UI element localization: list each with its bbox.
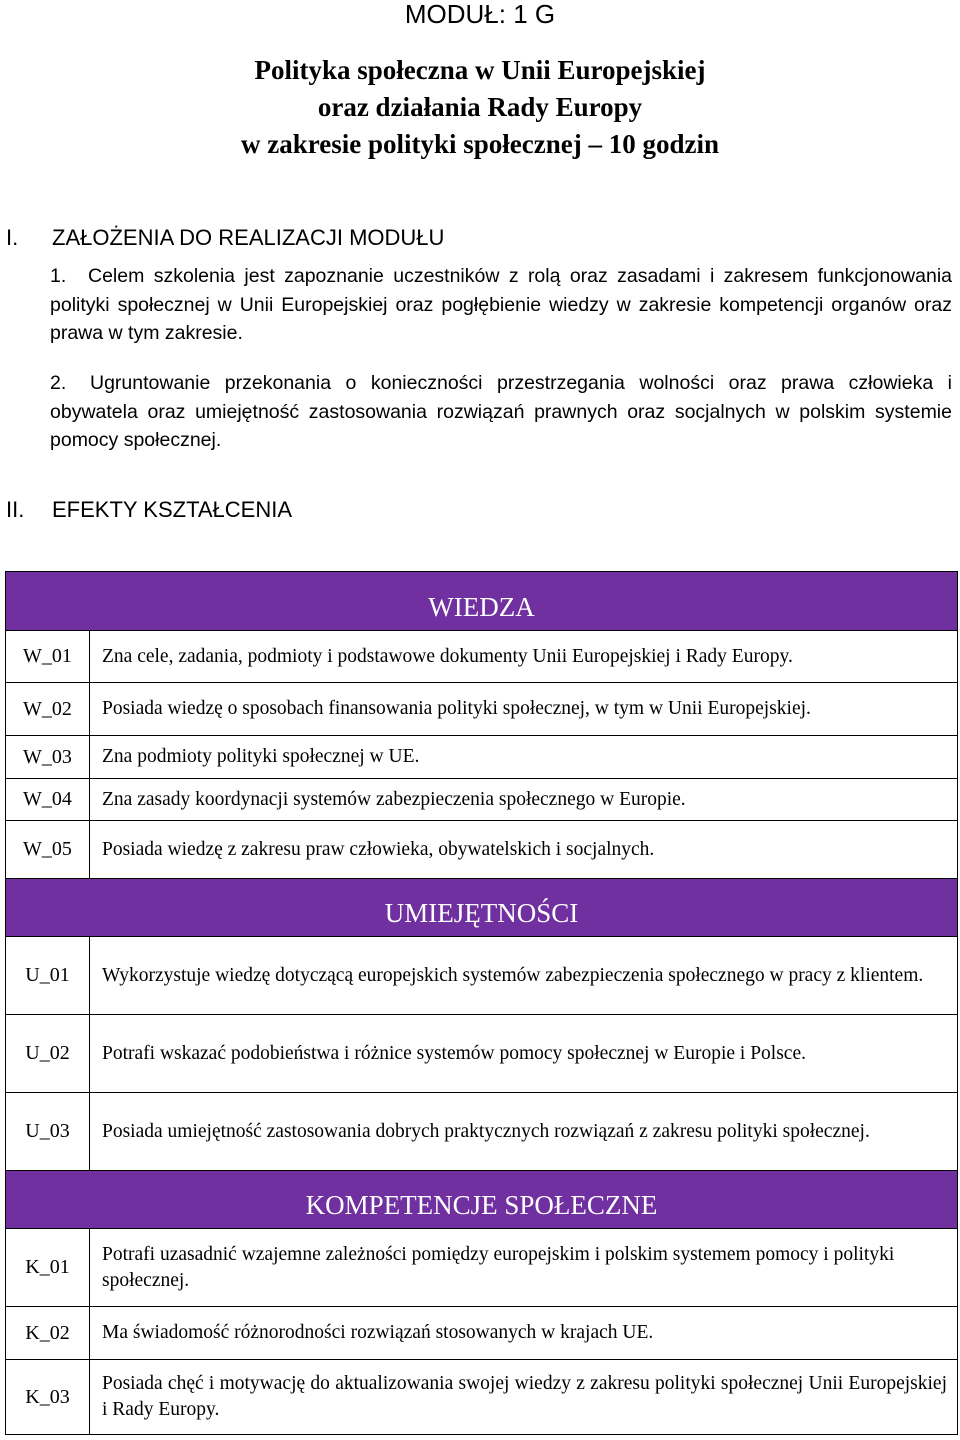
- outcome-code: U_03: [6, 1093, 90, 1171]
- section-2-number: II.: [6, 497, 25, 522]
- outcome-code: W_02: [6, 683, 90, 736]
- table-row: [6, 1360, 958, 1435]
- category-row-umiejetnosci: [6, 879, 958, 937]
- title-line-3: w zakresie polityki społecznej – 10 godzin: [241, 129, 719, 159]
- outcome-description: Zna zasady koordynacji systemów zabezpieczenia społecznego w Europie.: [90, 779, 958, 821]
- title-line-1: Polityka społeczna w Unii Europejskiej: [254, 55, 706, 85]
- section-1-heading: [6, 225, 444, 251]
- module-label: MODUŁ: 1 G: [404, 0, 556, 29]
- table-row: [6, 683, 958, 736]
- outcome-description: Zna podmioty polityki społecznej w UE.: [90, 736, 958, 779]
- learning-outcomes-table: [5, 571, 958, 1435]
- table-row: [6, 1093, 958, 1171]
- section-1-title: ZAŁOŻENIA DO REALIZACJI MODUŁU: [52, 225, 445, 250]
- title-line-2: oraz działania Rady Europy: [317, 92, 643, 122]
- category-row-wiedza: [6, 572, 958, 631]
- outcome-description: Posiada umiejętność zastosowania dobrych praktycznych rozwiązań z zakresu polityki społecznej.: [90, 1093, 958, 1171]
- table-row: [6, 1307, 958, 1360]
- table-row: [6, 937, 958, 1015]
- table-row: [6, 1229, 958, 1307]
- section-2-title: EFEKTY KSZTAŁCENIA: [52, 497, 293, 522]
- section-2-heading: [6, 497, 292, 523]
- outcome-description: Potrafi wskazać podobieństwa i różnice systemów pomocy społecznej w Europie i Polsce.: [90, 1015, 958, 1093]
- objective-item-2: [50, 369, 952, 455]
- objective-item-1: [50, 262, 952, 348]
- outcome-code: W_03: [6, 736, 90, 779]
- objective-text: Ugruntowanie przekonania o konieczności przestrzegania wolności oraz prawa człowieka i obywatela oraz umiejętność zastosowania rozwiązań prawnych oraz socjalnych w polskim systemie pomocy społecznej.: [50, 372, 952, 451]
- outcome-code: K_01: [6, 1229, 90, 1307]
- outcome-description: Potrafi uzasadnić wzajemne zależności pomiędzy europejskim i polskim systemem pomocy i polityki społecznej.: [90, 1229, 958, 1307]
- outcome-code: W_05: [6, 821, 90, 879]
- objective-text: Celem szkolenia jest zapoznanie uczestników z rolą oraz zasadami i zakresem funkcjonowania polityki społecznej w Unii Europejskiej oraz pogłębienie wiedzy w zakresie kompetencji organów oraz prawa w tym zakresie.: [50, 265, 952, 344]
- outcome-code: W_04: [6, 779, 90, 821]
- table-row: [6, 736, 958, 779]
- outcome-code: U_01: [6, 937, 90, 1015]
- objective-number: 2.: [50, 372, 67, 394]
- outcome-description: Ma świadomość różnorodności rozwiązań stosowanych w krajach UE.: [90, 1307, 958, 1360]
- table-row: [6, 631, 958, 683]
- outcome-description: Posiada chęć i motywację do aktualizowania swojej wiedzy z zakresu polityki społecznej Unii Europejskiej i Rady Europy.: [90, 1360, 958, 1435]
- table-row: [6, 779, 958, 821]
- outcome-code: U_02: [6, 1015, 90, 1093]
- outcome-code: W_01: [6, 631, 90, 683]
- category-header-kompetencje: KOMPETENCJE SPOŁECZNE: [6, 1171, 958, 1229]
- objective-number: 1.: [50, 265, 67, 287]
- outcome-description: Posiada wiedzę o sposobach finansowania polityki społecznej, w tym w Unii Europejskiej.: [90, 683, 958, 736]
- category-row-kompetencje: [6, 1171, 958, 1229]
- outcome-description: Posiada wiedzę z zakresu praw człowieka, obywatelskich i socjalnych.: [90, 821, 958, 879]
- outcome-description: Wykorzystuje wiedzę dotyczącą europejskich systemów zabezpieczenia społecznego w pracy z klientem.: [90, 937, 958, 1015]
- outcome-description: Zna cele, zadania, podmioty i podstawowe dokumenty Unii Europejskiej i Rady Europy.: [90, 631, 958, 683]
- section-1-number: I.: [6, 225, 19, 250]
- table-row: [6, 1015, 958, 1093]
- outcome-code: K_02: [6, 1307, 90, 1360]
- table-row: [6, 821, 958, 879]
- category-header-wiedza: WIEDZA: [6, 572, 958, 631]
- category-header-umiejetnosci: UMIEJĘTNOŚCI: [6, 879, 958, 937]
- outcome-code: K_03: [6, 1360, 90, 1435]
